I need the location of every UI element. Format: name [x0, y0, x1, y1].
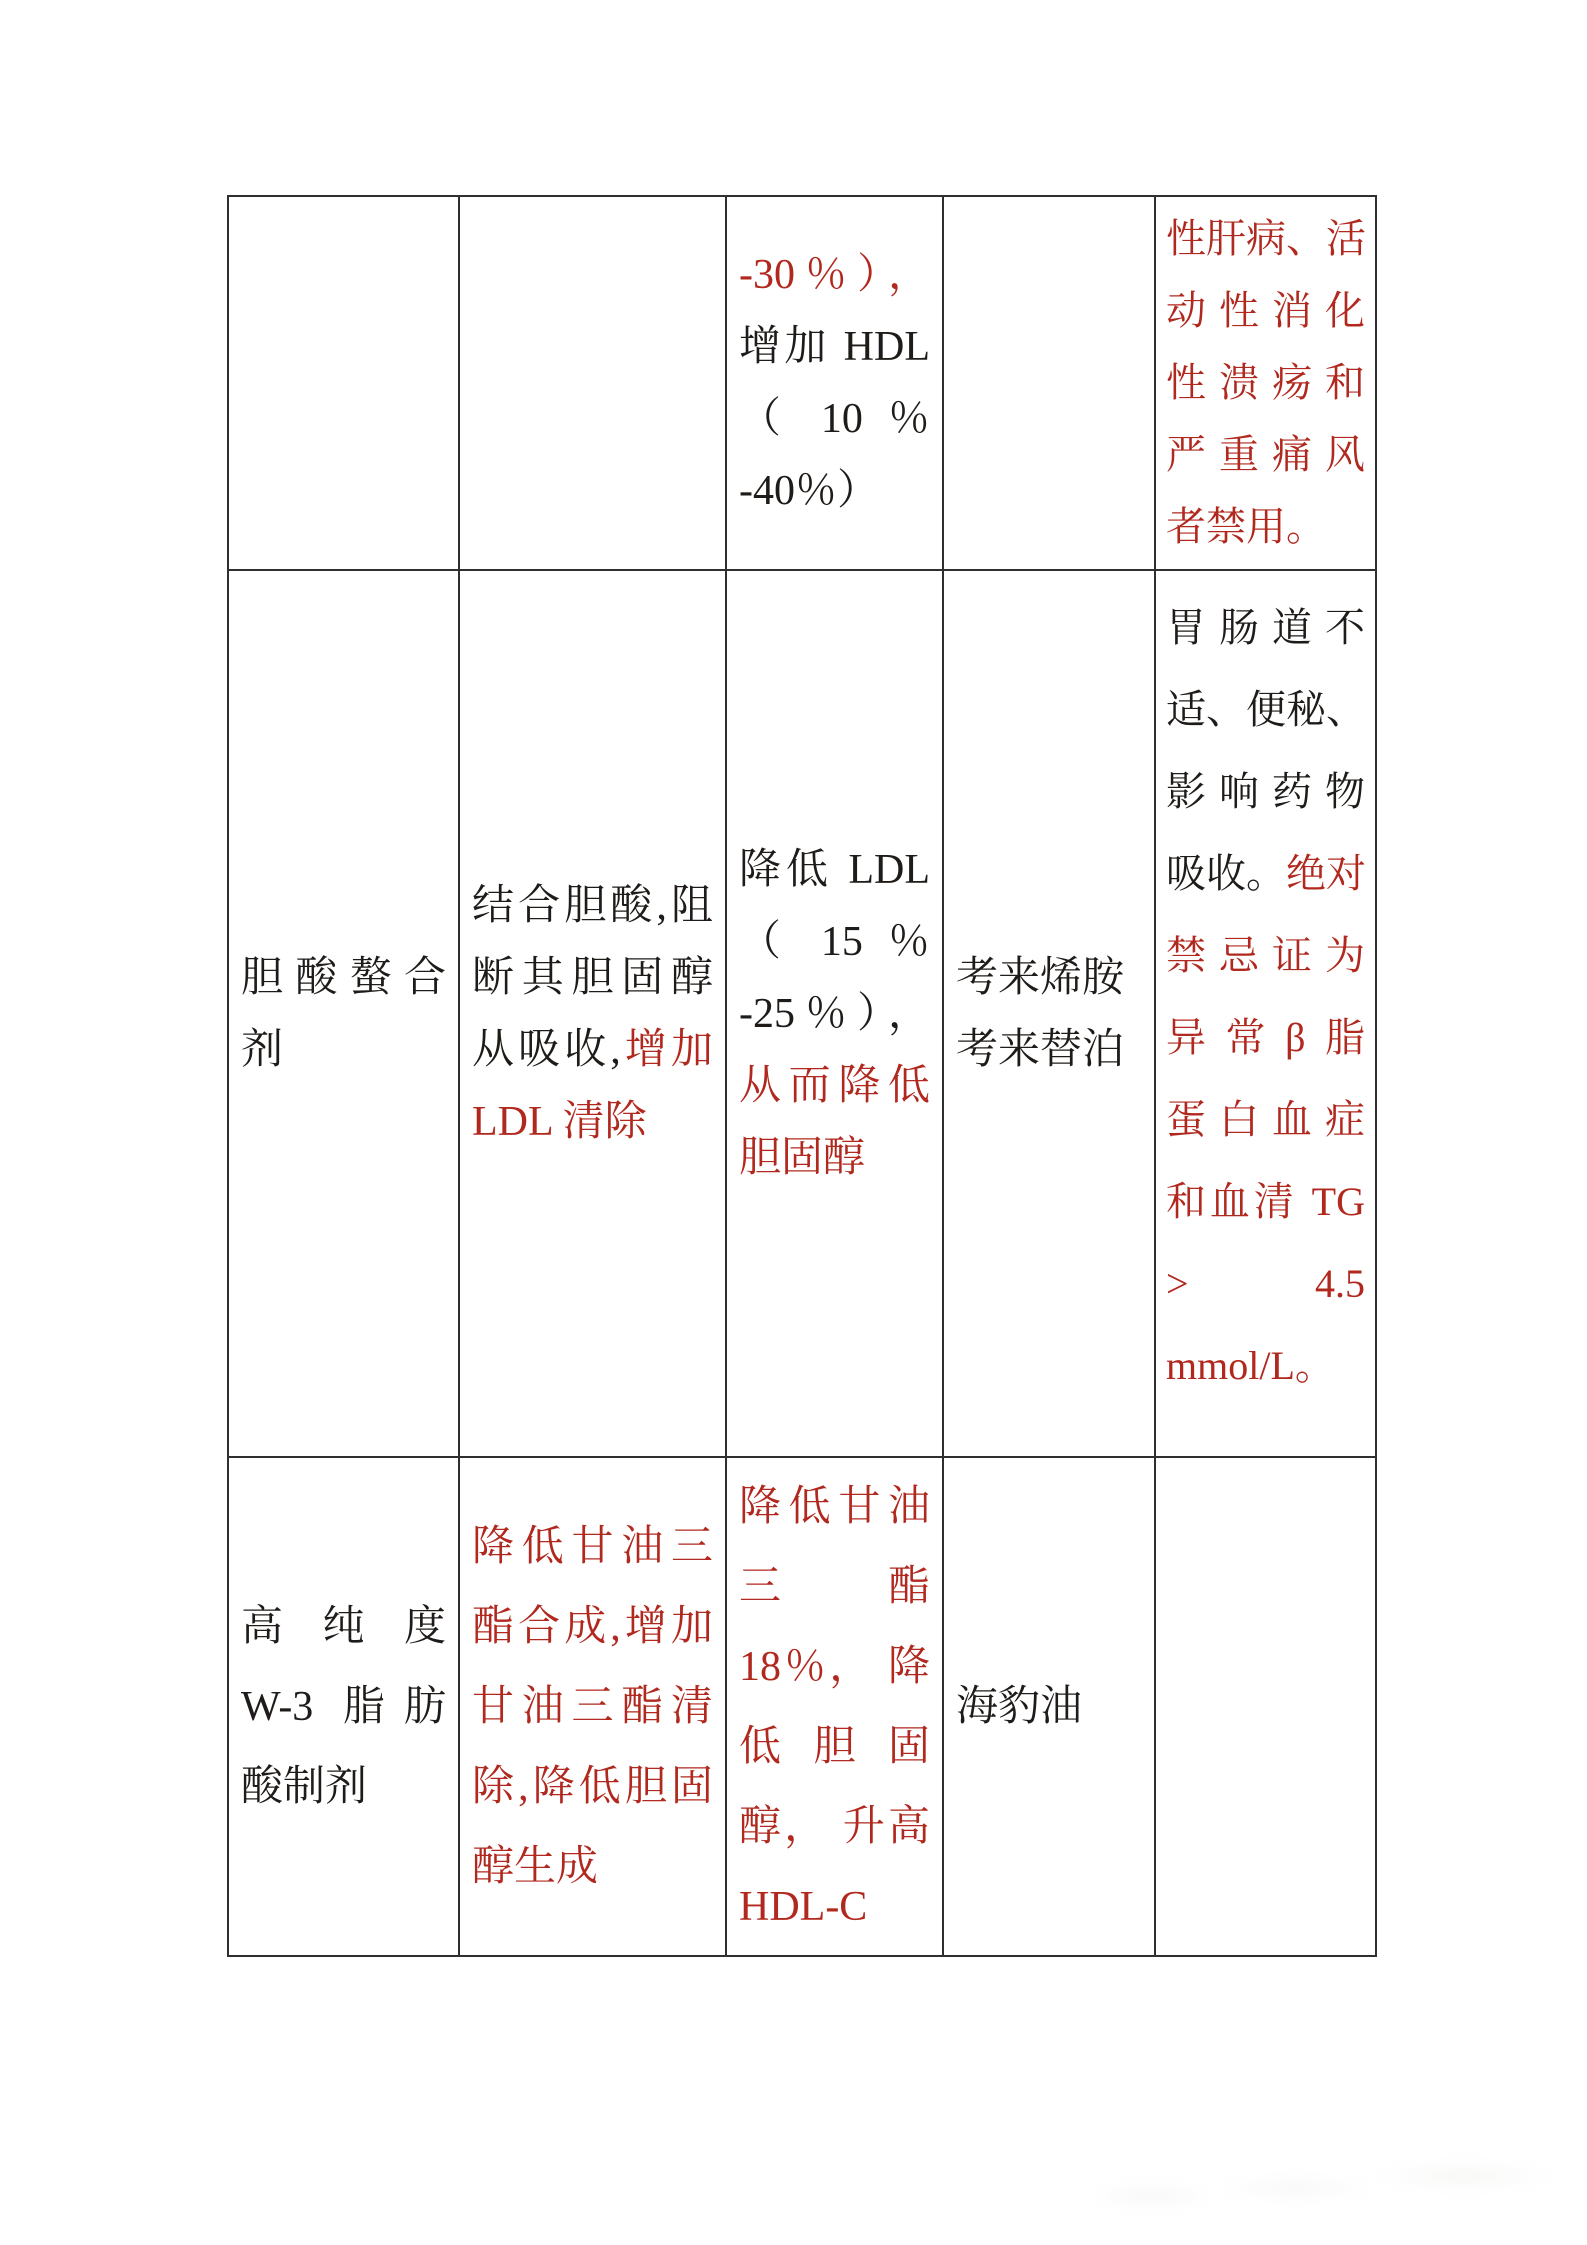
text-run: 性溃疡和 [1166, 360, 1365, 405]
text-run: 增加 [620, 1026, 713, 1073]
text-run: 酸制剂 [241, 1763, 368, 1810]
text-line [472, 1667, 713, 1747]
text-line [739, 455, 930, 527]
text-run: 增加 HDL [739, 324, 930, 370]
text-run: 18％， 降 [739, 1643, 930, 1690]
cell-drug-class-omega3 [228, 1457, 459, 1956]
text-line [1166, 915, 1365, 997]
text-run: 醇生成 [472, 1843, 599, 1890]
text-run: 除,降低胆固 [472, 1763, 713, 1810]
text-line [956, 1667, 1142, 1747]
text-run: mmol/L。 [1166, 1343, 1335, 1388]
text-line [1166, 347, 1365, 419]
text-run: > 4.5 [1166, 1261, 1365, 1306]
text-run: LDL 清除 [472, 1098, 647, 1145]
cell-adverse-reactions-continued [1155, 196, 1376, 570]
text-run: 三 酯 [739, 1563, 930, 1610]
text-line [739, 383, 930, 455]
text-run: -40％） [739, 468, 879, 514]
text-line [1166, 275, 1365, 347]
text-run: 从吸收, [472, 1026, 621, 1073]
text-line [1166, 1079, 1365, 1161]
text-line [241, 1014, 446, 1086]
text-line [1166, 1161, 1365, 1243]
text-line [1166, 491, 1365, 563]
text-line [739, 978, 930, 1050]
text-run: 从而降低 [739, 1062, 930, 1109]
text-line [1166, 997, 1365, 1079]
text-run: 降低甘油三 [472, 1523, 713, 1570]
text-run: HDL-C [739, 1883, 868, 1930]
text-line [739, 1627, 930, 1707]
text-line [472, 870, 713, 942]
text-line [1166, 203, 1365, 275]
text-line [739, 311, 930, 383]
text-run: 考来烯胺 [956, 954, 1125, 1001]
text-line [739, 1787, 930, 1867]
text-run: 吸收。 [1166, 851, 1286, 896]
table-row-bile-acid-sequestrant [228, 570, 1376, 1457]
text-run: 醇， 升高 [739, 1803, 930, 1850]
cell-adverse-reactions-bile-acid [1155, 570, 1376, 1457]
text-line [472, 1827, 713, 1907]
text-line [739, 1867, 930, 1947]
text-run: 断其胆固醇 [472, 954, 713, 1001]
cell-empty-adverse-reactions [1155, 1457, 1376, 1956]
text-line [472, 1587, 713, 1667]
faint-watermark [1080, 2140, 1560, 2220]
text-run: 胆固醇 [739, 1134, 866, 1181]
cell-drug-class-bile-acid-sequestrant [228, 570, 459, 1457]
text-run: -25％）， [739, 990, 930, 1037]
text-line [472, 1086, 713, 1158]
cell-effect-omega3 [726, 1457, 943, 1956]
text-run: 高纯度 [241, 1603, 446, 1650]
text-run: 剂 [241, 1026, 284, 1073]
text-line [956, 942, 1142, 1014]
lipid-lowering-drug-table [227, 195, 1377, 1957]
text-line [1166, 833, 1365, 915]
text-line [472, 1507, 713, 1587]
text-run: 低胆固 [739, 1723, 930, 1770]
text-run: （ 15 ％ [739, 918, 930, 965]
text-run: 动性消化 [1166, 288, 1365, 333]
text-line [739, 239, 930, 311]
text-line [472, 1747, 713, 1827]
cell-empty-representative-drugs [943, 196, 1155, 570]
cell-empty-mechanism [459, 196, 726, 570]
text-run: 影响药物 [1166, 769, 1365, 814]
text-line [241, 1667, 446, 1747]
text-run: 降低甘油 [739, 1483, 930, 1530]
text-line [1166, 669, 1365, 751]
text-run: （ 10 ％ [739, 396, 930, 442]
text-run: 者禁用。 [1166, 504, 1326, 549]
table-row-continuation [228, 196, 1376, 570]
text-run: 胆酸螯合 [241, 954, 446, 1001]
text-run: 性肝病、活 [1166, 216, 1366, 261]
cell-effect-bile-acid [726, 570, 943, 1457]
text-run: 降低 LDL [739, 846, 930, 893]
text-line [1166, 1243, 1365, 1325]
text-run: 禁忌证为 [1166, 933, 1365, 978]
cell-empty-drug-class [228, 196, 459, 570]
text-line [956, 1014, 1142, 1086]
text-line [739, 1707, 930, 1787]
text-run: 适、便秘、 [1166, 687, 1366, 732]
text-line [241, 942, 446, 1014]
text-run: 异常β脂 [1166, 1015, 1365, 1060]
text-run: 结合胆酸,阻 [472, 882, 713, 929]
text-run: 酯合成,增加 [472, 1603, 713, 1650]
text-line [739, 1050, 930, 1122]
cell-mechanism-bile-acid [459, 570, 726, 1457]
text-run: 胃肠道不 [1166, 605, 1365, 650]
cell-effect-continued [726, 196, 943, 570]
text-line [472, 1014, 713, 1086]
text-run: 甘油三酯清 [472, 1683, 713, 1730]
text-line [1166, 751, 1365, 833]
text-line [241, 1747, 446, 1827]
text-run: 海豹油 [956, 1683, 1083, 1730]
text-line [739, 1467, 930, 1547]
text-line [739, 1547, 930, 1627]
text-run: W-3 脂肪 [241, 1683, 446, 1730]
table-row-omega3-fatty-acid [228, 1457, 1376, 1956]
text-run: -30％）， [739, 252, 930, 298]
text-line [241, 1587, 446, 1667]
cell-representative-drugs-omega3 [943, 1457, 1155, 1956]
text-run: 严重痛风 [1166, 432, 1365, 477]
text-line [739, 834, 930, 906]
text-line [1166, 419, 1365, 491]
text-line [1166, 587, 1365, 669]
cell-mechanism-omega3 [459, 1457, 726, 1956]
text-line [472, 942, 713, 1014]
text-run: 绝对 [1286, 851, 1366, 896]
text-line [739, 906, 930, 978]
text-line [1166, 1325, 1365, 1407]
text-run: 考来替泊 [956, 1026, 1125, 1073]
text-run: 和血清 TG [1166, 1179, 1365, 1224]
text-run: 蛋白血症 [1166, 1097, 1365, 1142]
text-line [739, 1122, 930, 1194]
cell-representative-drugs-bile-acid [943, 570, 1155, 1457]
